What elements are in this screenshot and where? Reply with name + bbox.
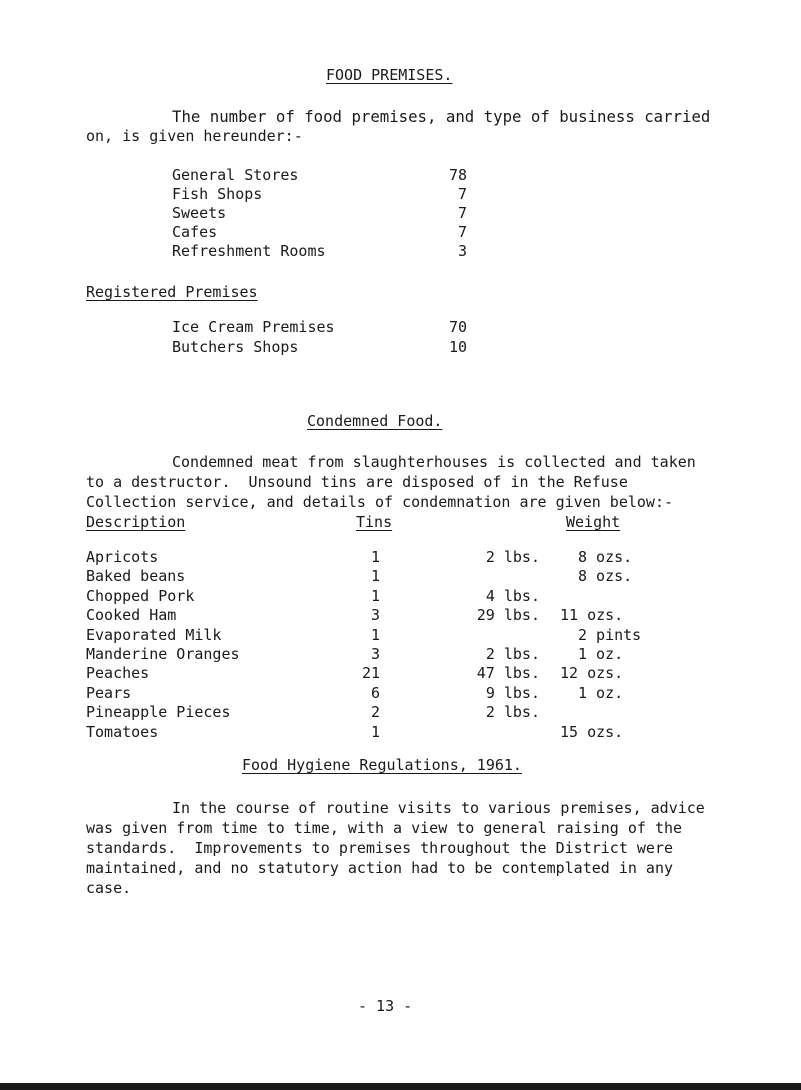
premises-count: 7 xyxy=(457,204,467,222)
registered-type: Ice Cream Premises xyxy=(172,318,335,336)
table-cell-lbs: 9 lbs. xyxy=(485,683,540,702)
table-cell-description: Tomatoes xyxy=(86,722,159,741)
table-header-weight: Weight xyxy=(566,513,621,531)
table-cell-tins: 2 xyxy=(370,703,380,722)
hygiene-paragraph-line: In the course of routine visits to various premises, advice xyxy=(172,799,705,817)
table-cell-description: Chopped Pork xyxy=(86,586,195,605)
table-cell-lbs: 2 lbs. xyxy=(485,548,540,566)
table-cell-description: Cooked Ham xyxy=(86,606,177,625)
intro-line: on, is given hereunder:- xyxy=(86,127,303,145)
registered-count: 10 xyxy=(448,338,467,356)
table-cell-lbs: 2 lbs. xyxy=(485,645,540,663)
table-cell-ozs: 2 pints xyxy=(578,625,642,644)
table-cell-tins: 1 xyxy=(370,548,380,566)
premises-count: 7 xyxy=(457,185,467,203)
table-cell-tins: 1 xyxy=(370,722,380,741)
table-cell-description: Pineapple Pieces xyxy=(86,703,231,722)
table-header-description: Description xyxy=(86,513,186,531)
table-cell-description: Peaches xyxy=(86,664,150,683)
hygiene-paragraph-line: maintained, and no statutory action had to be contemplated in any xyxy=(86,859,673,877)
table-cell-ozs: 15 ozs. xyxy=(560,722,624,741)
premises-type: Cafes xyxy=(172,223,218,241)
table-cell-ozs: 1 oz. xyxy=(578,683,624,702)
premises-type: Refreshment Rooms xyxy=(172,242,326,260)
table-cell-description: Pears xyxy=(86,683,132,702)
table-cell-description: Baked beans xyxy=(86,567,186,586)
table-cell-description: Evaporated Milk xyxy=(86,625,222,644)
heading-condemned-food: Condemned Food. xyxy=(307,412,443,430)
heading-food-hygiene: Food Hygiene Regulations, 1961. xyxy=(242,756,522,774)
premises-type: General Stores xyxy=(172,166,299,184)
table-cell-lbs: 47 lbs. xyxy=(476,664,540,683)
page-bottom-border xyxy=(0,1083,801,1090)
condemned-paragraph-line: to a destructor. Unsound tins are disposed of in the Refuse xyxy=(86,473,628,491)
premises-type: Fish Shops xyxy=(172,185,263,203)
table-cell-description: Apricots xyxy=(86,548,159,566)
table-cell-tins: 3 xyxy=(370,606,380,625)
table-cell-description: Manderine Oranges xyxy=(86,645,240,663)
hygiene-paragraph-line: standards. Improvements to premises throughout the District were xyxy=(86,839,673,857)
table-cell-tins: 1 xyxy=(370,625,380,644)
hygiene-paragraph-line: case. xyxy=(86,879,132,897)
table-cell-tins: 21 xyxy=(361,664,380,683)
registered-count: 70 xyxy=(448,318,467,336)
table-cell-ozs: 1 oz. xyxy=(578,645,624,663)
premises-count: 3 xyxy=(457,242,467,260)
premises-type: Sweets xyxy=(172,204,227,222)
condemned-paragraph-line: Collection service, and details of condemnation are given below:- xyxy=(86,493,673,511)
hygiene-paragraph-line: was given from time to time, with a view to general raising of the xyxy=(86,819,683,837)
premises-count: 78 xyxy=(448,166,467,184)
table-cell-ozs: 8 ozs. xyxy=(578,567,633,586)
table-cell-tins: 1 xyxy=(370,586,380,605)
table-cell-tins: 6 xyxy=(370,683,380,702)
table-cell-ozs: 8 ozs. xyxy=(578,548,633,566)
registered-type: Butchers Shops xyxy=(172,338,299,356)
heading-food-premises: FOOD PREMISES. xyxy=(326,66,453,84)
table-cell-lbs: 29 lbs. xyxy=(476,606,540,625)
premises-count: 7 xyxy=(457,223,467,241)
registered-premises-heading: Registered Premises xyxy=(86,283,258,301)
page-number: - 13 - xyxy=(358,997,413,1015)
intro-line: The number of food premises, and type of business carried xyxy=(172,107,711,126)
condemned-paragraph-line: Condemned meat from slaughterhouses is collected and taken xyxy=(172,453,696,471)
table-cell-tins: 1 xyxy=(370,567,380,586)
table-cell-tins: 3 xyxy=(370,645,380,663)
table-header-tins: Tins xyxy=(356,513,393,531)
table-cell-lbs: 4 lbs. xyxy=(485,586,540,605)
table-cell-ozs: 12 ozs. xyxy=(560,664,624,683)
table-cell-lbs: 2 lbs. xyxy=(485,703,540,722)
table-cell-ozs: 11 ozs. xyxy=(560,606,624,625)
